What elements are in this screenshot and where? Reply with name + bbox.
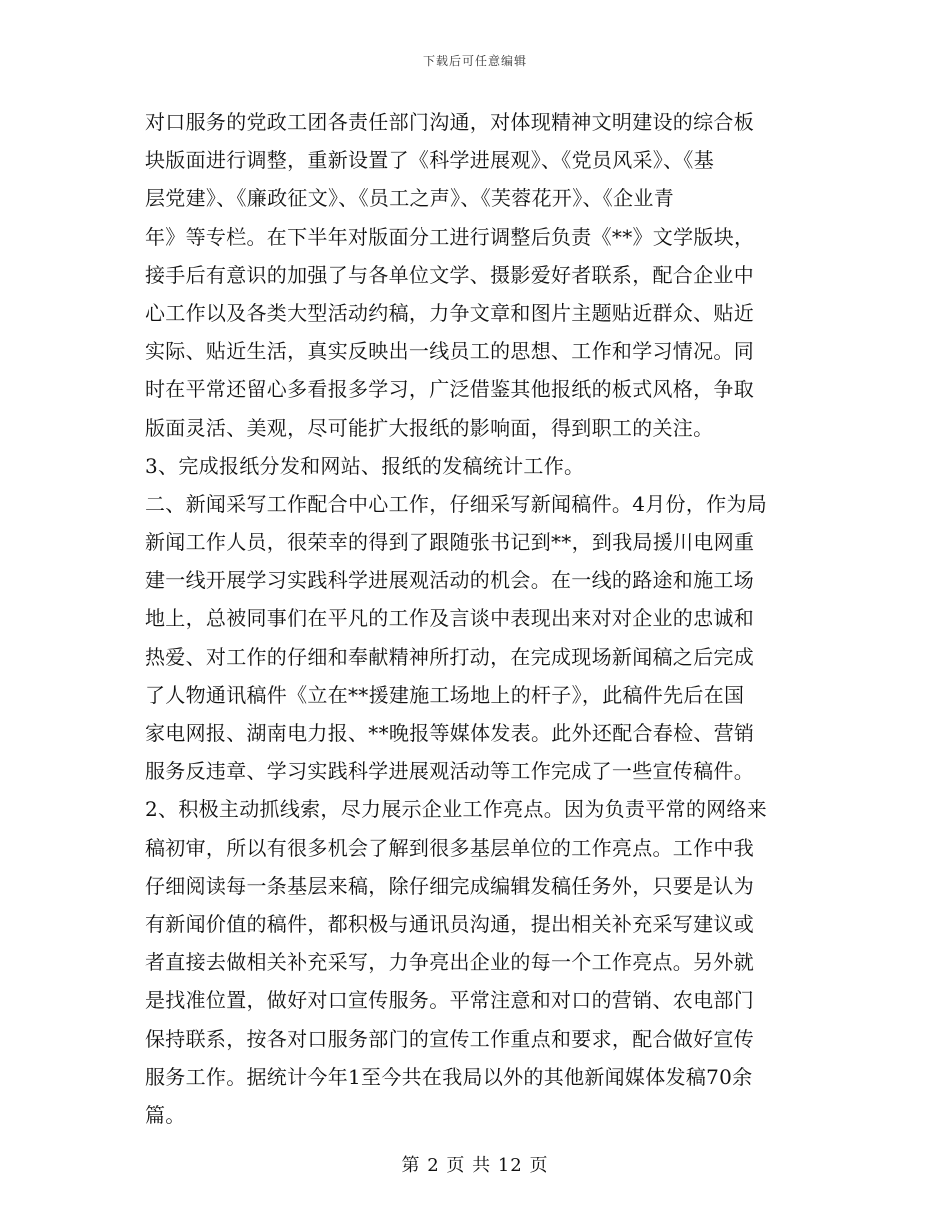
- text-line: 新闻工作人员，很荣幸的得到了跟随张书记到**，到我局援川电网重: [145, 530, 755, 555]
- text-line: 是找准位置，做好对口宣传服务。平常注意和对口的营销、农电部门: [145, 988, 754, 1013]
- text-line: 层党建》、《廉政征文》、《员工之声》、《芙蓉花开》、《企业青: [145, 186, 674, 211]
- text-line: 3、完成报纸分发和网站、报纸的发稿统计工作。: [145, 453, 585, 478]
- text-line: 对口服务的党政工团各责任部门沟通，对体现精神文明建设的综合板: [145, 110, 754, 134]
- text-line: 服务反违章、学习实践科学进展观活动等工作完成了一些宣传稿件。: [145, 759, 754, 784]
- text-line: 热爱、对工作的仔细和奉献精神所打动，在完成现场新闻稿之后完成: [145, 644, 754, 669]
- text-line: 者直接去做相关补充采写，力争亮出企业的每一个工作亮点。另外就: [145, 950, 754, 975]
- text-line: 实际、贴近生活，真实反映出一线员工的思想、工作和学习情况。同: [145, 339, 754, 364]
- text-line: 保持联系，按各对口服务部门的宣传工作重点和要求，配合做好宣传: [145, 1026, 754, 1051]
- page-number-footer: 第 2 页 共 12 页: [401, 1155, 549, 1176]
- text-line: 家电网报、湖南电力报、**晚报等媒体发表。此外还配合春检、营销: [145, 721, 755, 745]
- text-line: 二、新闻采写工作配合中心工作，仔细采写新闻稿件。4月份，作为局: [145, 491, 768, 516]
- text-line: 2、积极主动抓线索，尽力展示企业工作亮点。因为负责平常的网络来: [145, 797, 768, 822]
- page-header: 下载后可任意编辑: [422, 54, 527, 68]
- text-line: 稿初审，所以有很多机会了解到很多基层单位的工作亮点。工作中我: [145, 835, 754, 860]
- text-line: 仔细阅读每一条基层来稿，除仔细完成编辑发稿任务外，只要是认为: [145, 873, 754, 898]
- text-line: 时在平常还留心多看报多学习，广泛借鉴其他报纸的板式风格，争取: [145, 377, 754, 402]
- text-line: 心工作以及各类大型活动约稿，力争文章和图片主题贴近群众、贴近: [145, 300, 754, 325]
- text-line: 有新闻价值的稿件，都积极与通讯员沟通，提出相关补充采写建议或: [145, 911, 754, 936]
- text-line: 接手后有意识的加强了与各单位文学、摄影爱好者联系，配合企业中: [145, 262, 754, 287]
- document-body: [145, 103, 805, 1134]
- text-line: 了人物通讯稿件《立在**援建施工场地上的杆子》，此稿件先后在国: [145, 682, 745, 707]
- text-line: 版面灵活、美观，尽可能扩大报纸的影响面，得到职工的关注。: [145, 415, 714, 440]
- text-line: 年》等专栏。在下半年对版面分工进行调整后负责《**》文学版块，: [145, 224, 755, 249]
- text-line: 地上，总被同事们在平凡的工作及言谈中表现出来对对企业的忠诚和: [145, 606, 754, 631]
- text-line: 服务工作。据统计今年1至今共在我局以外的其他新闻媒体发稿70余: [145, 1064, 753, 1089]
- text-line: 建一线开展学习实践科学进展观活动的机会。在一线的路途和施工场: [145, 568, 754, 593]
- text-line: 块版面进行调整，重新设置了《科学进展观》、《党员风采》、《基: [145, 148, 714, 173]
- text-line: 篇。: [145, 1102, 186, 1127]
